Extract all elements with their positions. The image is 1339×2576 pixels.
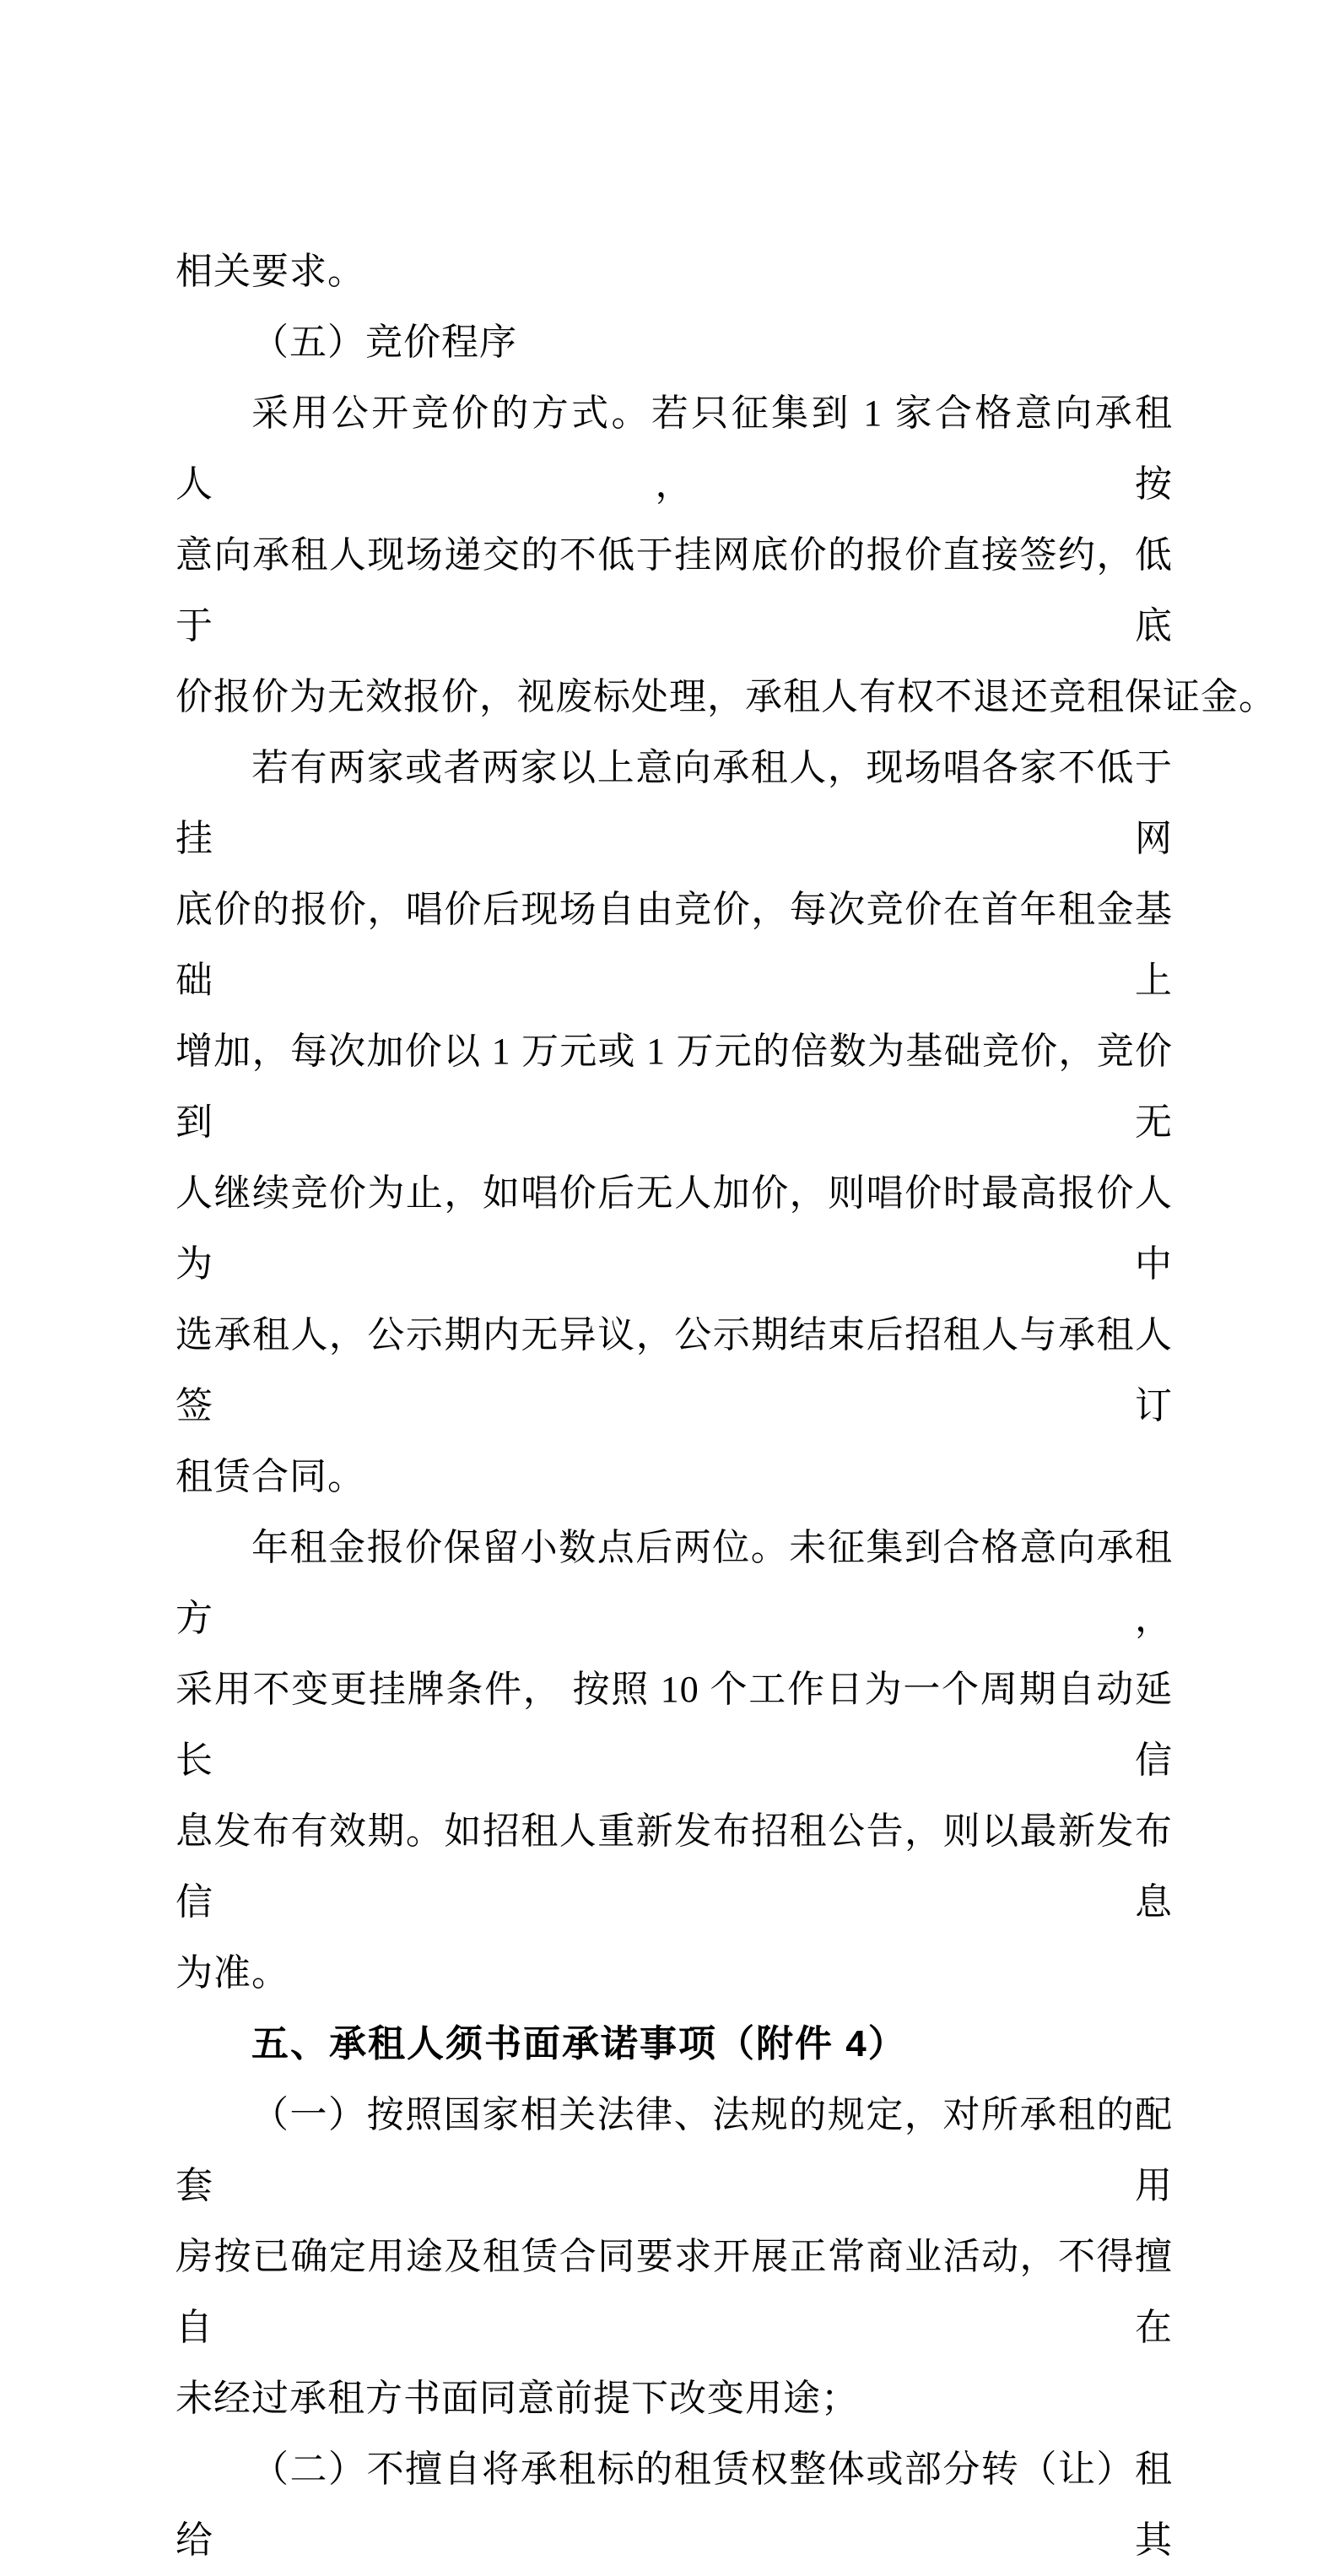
text-line: 人继续竞价为止，如唱价后无人加价，则唱价时最高报价人为中: [175, 1172, 1173, 1285]
paragraph-annual-rent-quote: [175, 1513, 1173, 2009]
paragraph-section-5-commitments-heading: [175, 2009, 1173, 2080]
text-line: 息发布有效期。如招租人重新发布招租公告，则以最新发布信息: [175, 1810, 1173, 1923]
paragraph-two-or-more-bidders: [175, 733, 1173, 1513]
paragraph-commitment-2: [175, 2434, 1173, 2576]
text-line: 采用不变更挂牌条件， 按照 10 个工作日为一个周期自动延长信: [175, 1669, 1173, 1781]
paragraph-commitment-1: [175, 2080, 1173, 2434]
text-line: 增加，每次加价以 1 万元或 1 万元的倍数为基础竞价，竞价到无: [175, 1031, 1173, 1143]
text-line: 年租金报价保留小数点后两位。未征集到合格意向承租方，: [175, 1527, 1173, 1639]
paragraph-section-5-heading: [175, 307, 1173, 378]
text-line: 未经过承租方书面同意前提下改变用途；: [175, 2378, 859, 2419]
text-line: （一）按照国家相关法律、法规的规定，对所承租的配套用: [175, 2094, 1173, 2206]
text-line: 房按已确定用途及租赁合同要求开展正常商业活动，不得擅自在: [175, 2236, 1173, 2348]
text-line: 价报价为无效报价，视废标处理，承租人有权不退还竞租保证金。: [175, 676, 1277, 717]
text-line: 为准。: [175, 1952, 289, 1994]
text-line: （五）竞价程序: [251, 322, 517, 363]
text-line: 采用公开竞价的方式。若只征集到 1 家合格意向承租人，按: [175, 392, 1173, 505]
text-line: （二）不擅自将承租标的租赁权整体或部分转（让）租给其: [175, 2449, 1173, 2561]
text-line: 租赁合同。: [175, 1456, 365, 1497]
paragraph-carryover: [175, 236, 1173, 307]
text-line: 若有两家或者两家以上意向承租人，现场唱各家不低于挂网: [175, 747, 1173, 859]
text-line: 选承租人，公示期内无异议，公示期结束后招租人与承租人签订: [175, 1314, 1173, 1426]
text-line: 底价的报价，唱价后现场自由竞价，每次竞价在首年租金基础上: [175, 889, 1173, 1001]
text-line: 五、承租人须书面承诺事项（附件 4）: [251, 2023, 907, 2065]
paragraph-bidding-method: [175, 378, 1277, 733]
text-line: 相关要求。: [175, 251, 365, 292]
document-body: [175, 236, 1277, 2576]
text-line: 意向承租人现场递交的不低于挂网底价的报价直接签约，低于底: [175, 534, 1173, 647]
